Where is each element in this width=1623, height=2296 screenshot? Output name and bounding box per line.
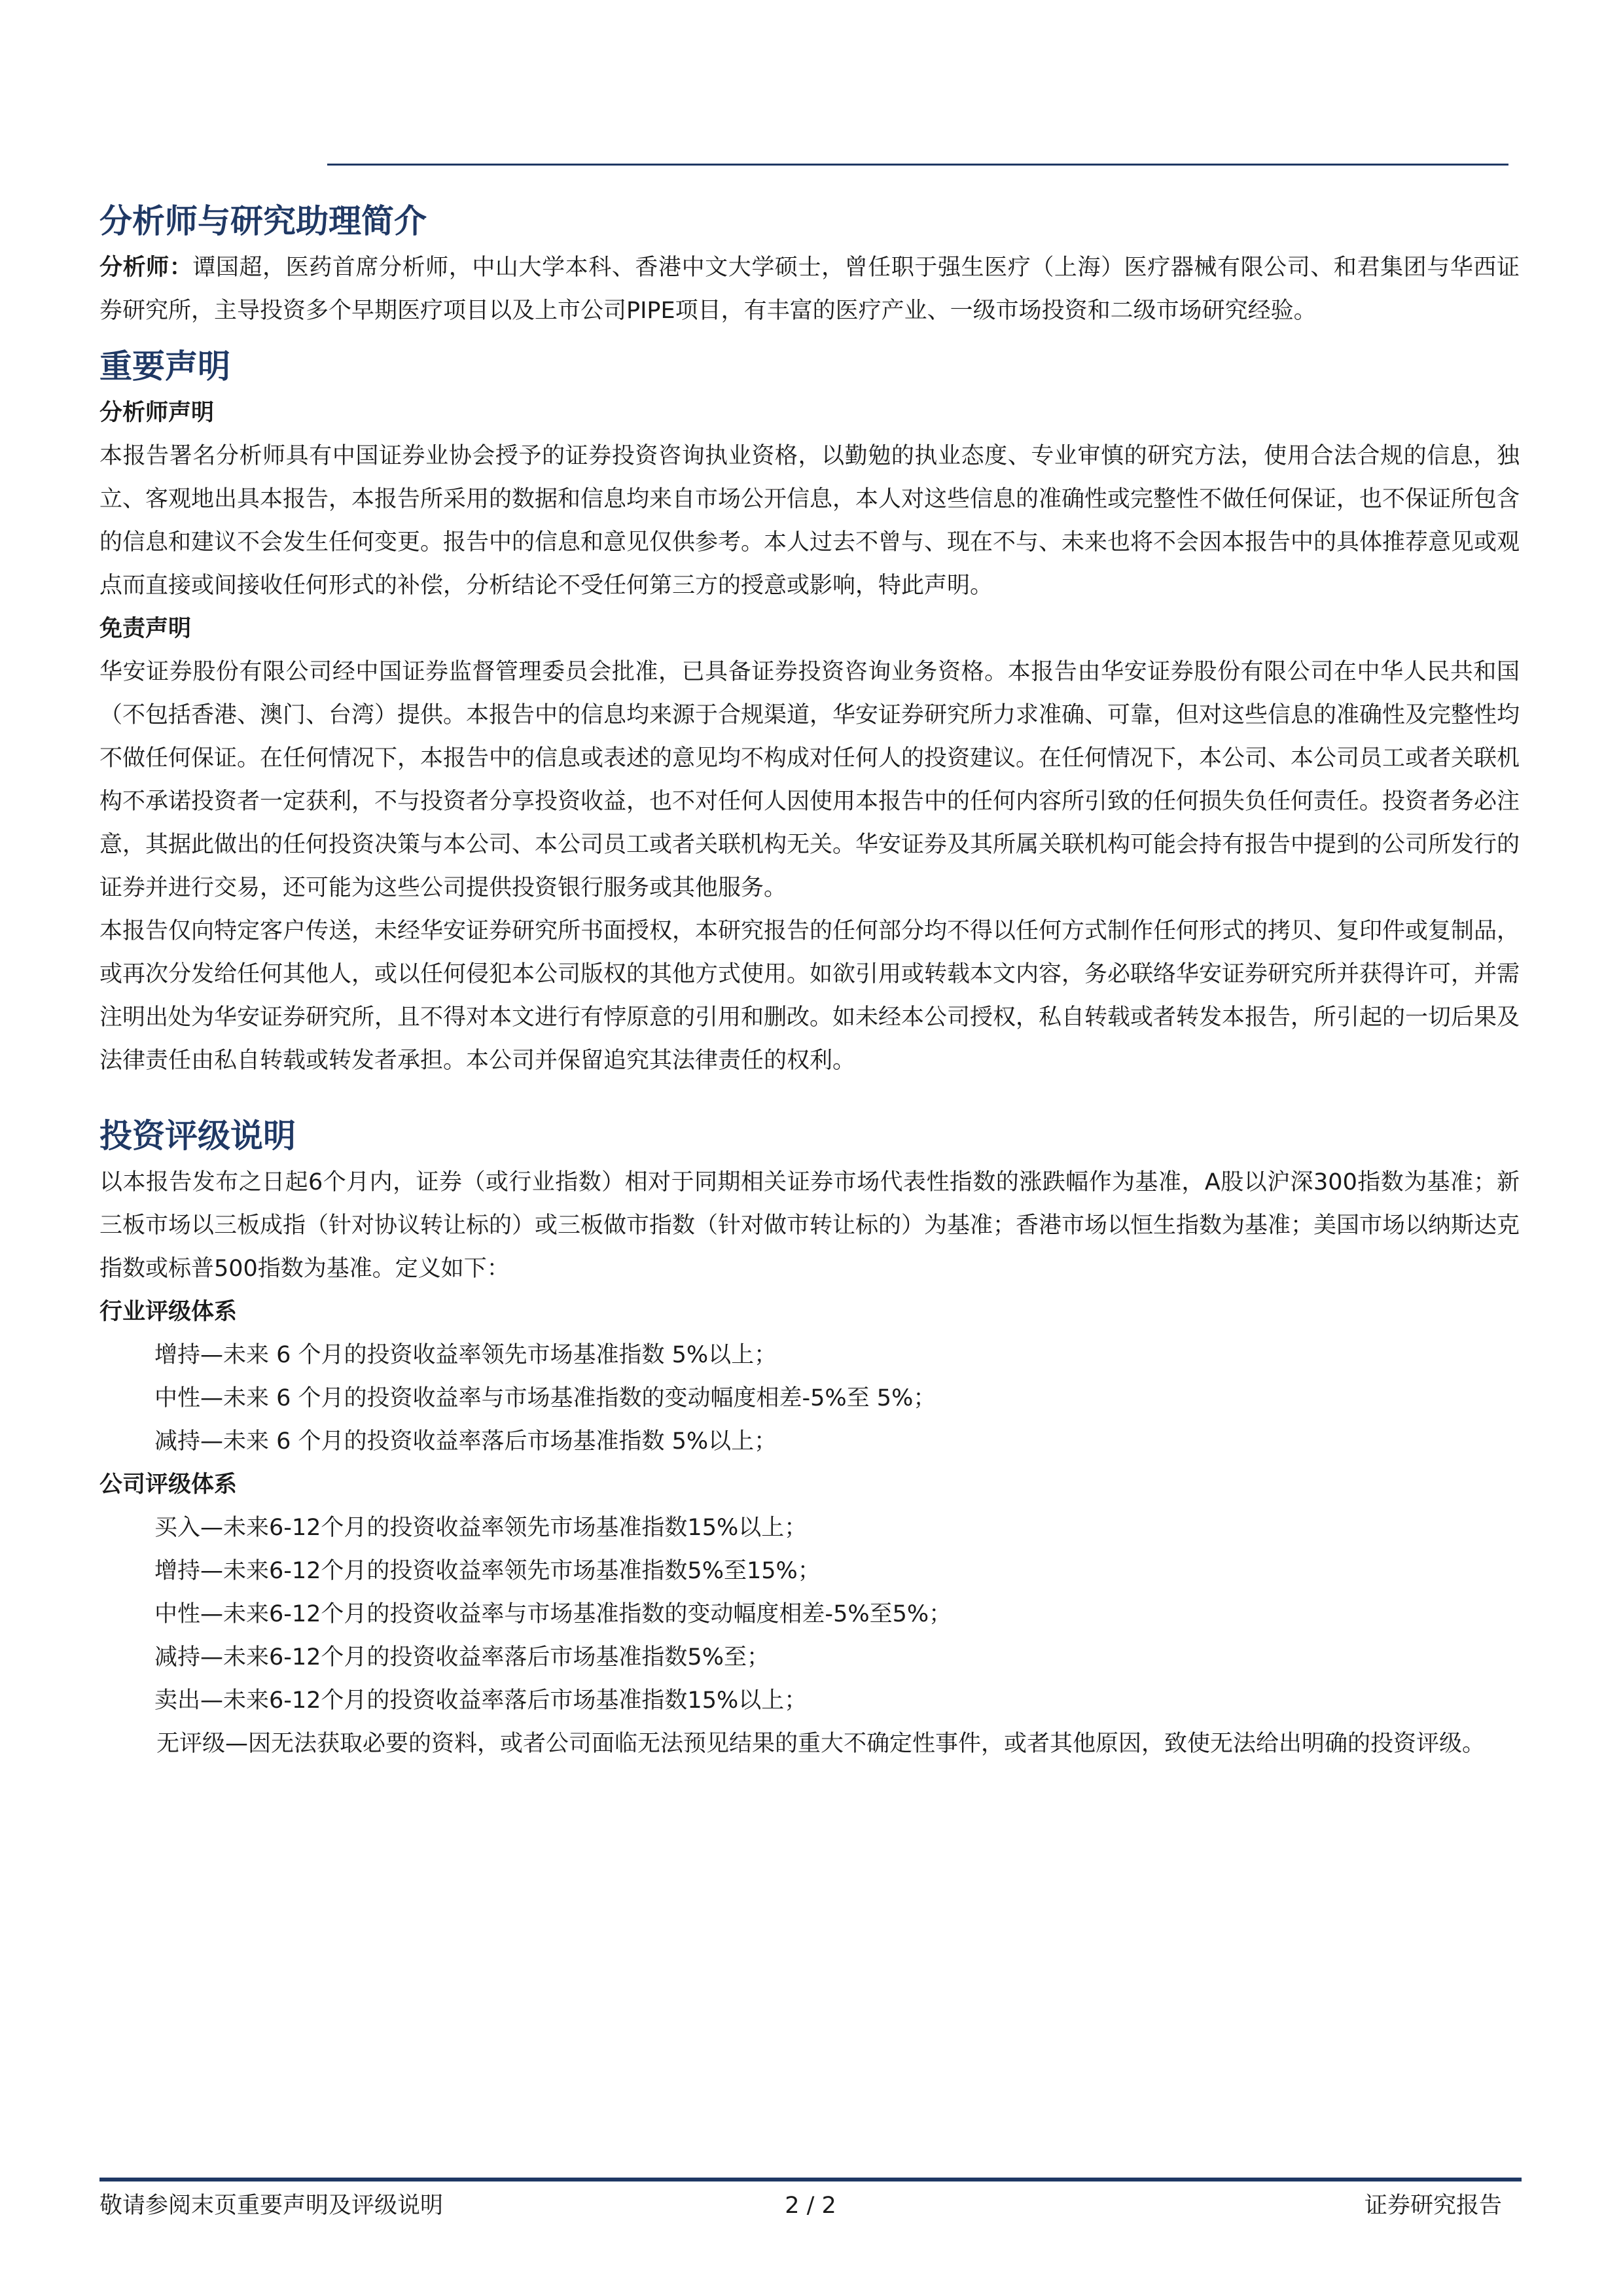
company-rating-overweight: 增持—未来6-12个月的投资收益率领先市场基准指数5%至15%； (154, 1558, 821, 1584)
analyst-intro-heading: 分析师与研究助理简介 (99, 202, 427, 240)
footer-rule (99, 2178, 1522, 2181)
document-body (99, 196, 1520, 1765)
company-rating-underweight: 减持—未来6-12个月的投资收益率落后市场基准指数5%至； (154, 1644, 770, 1670)
company-rating-sell: 卖出—未来6-12个月的投资收益率落后市场基准指数15%以上； (154, 1687, 808, 1714)
exemption-text-2: 本报告仅向特定客户传送，未经华安证券研究所书面授权，本研究报告的任何部分均不得以任何方式制作任何形式的拷贝、复印件或复制品，或再次分发给任何其他人，或以任何侵犯本公司版权的其他方式使用。如欲引用或转载本文内容，务必联络华安证券研究所并获得许可，并需注明出处为华安证券研究所，且不得对本文进行有悖原意的引用和删改。如未经本公司授权，私自转载或者转发本报告，所引起的一切后果及法律责任由私自转载或转发者承担。本公司并保留追究其法律责任的权利。 (99, 918, 1520, 1074)
footer-notice: 敬请参阅末页重要声明及评级说明 (99, 2193, 444, 2219)
page-footer (99, 2189, 1522, 2222)
industry-rating-neutral: 中性—未来 6 个月的投资收益率与市场基准指数的变动幅度相差-5%至 5%； (154, 1385, 936, 1411)
industry-rating-underweight: 减持—未来 6 个月的投资收益率落后市场基准指数 5%以上； (154, 1428, 777, 1455)
company-rating-title: 公司评级体系 (99, 1472, 238, 1498)
company-rating-none: 无评级—因无法获取必要的资料，或者公司面临无法预见结果的重大不确定性事件，或者其他原因，致使无法给出明确的投资评级。 (156, 1731, 1486, 1757)
rating-intro: 以本报告发布之日起6个月内，证券（或行业指数）相对于同期相关证券市场代表性指数的涨跌幅作为基准，A股以沪深300指数为基准；新三板市场以三板成指（针对协议转让标的）或三板做市指数（针对做市转让标的）为基准；香港市场以恒生指数为基准；美国市场以纳斯达克指数或标普500指数为基准。定义如下： (99, 1169, 1520, 1282)
analyst-statement-title: 分析师声明 (99, 400, 215, 426)
page-number: 2 / 2 (785, 2193, 836, 2219)
analyst-label: 分析师： (99, 255, 193, 281)
exemption-text-1: 华安证券股份有限公司经中国证券监督管理委员会批准，已具备证券投资咨询业务资格。本报告由华安证券股份有限公司在中华人民共和国（不包括香港、澳门、台湾）提供。本报告中的信息均来源于合规渠道，华安证券研究所力求准确、可靠，但对这些信息的准确性及完整性均不做任何保证。在任何情况下，本报告中的信息或表述的意见均不构成对任何人的投资建议。在任何情况下，本公司、本公司员工或者关联机构不承诺投资者一定获利，不与投资者分享投资收益，也不对任何人因使用本报告中的任何内容所引致的任何损失负任何责任。投资者务必注意，其据此做出的任何投资决策与本公司、本公司员工或者关联机构无关。华安证券及其所属关联机构可能会持有报告中提到的公司所发行的证券并进行交易，还可能为这些公司提供投资银行服务或其他服务。 (99, 659, 1520, 901)
analyst-bio: 谭国超，医药首席分析师，中山大学本科、香港中文大学硕士，曾任职于强生医疗（上海）医疗器械有限公司、和君集团与华西证券研究所，主导投资多个早期医疗项目以及上市公司PIPE项目，有丰富的医疗产业、一级市场投资和二级市场研究经验。 (99, 255, 1520, 324)
industry-rating-title: 行业评级体系 (99, 1299, 238, 1325)
report-type: 证券研究报告 (1364, 2193, 1502, 2219)
company-rating-neutral: 中性—未来6-12个月的投资收益率与市场基准指数的变动幅度相差-5%至5%； (154, 1601, 952, 1627)
analyst-intro-paragraph (99, 246, 1520, 332)
exemption-title: 免责声明 (99, 616, 192, 642)
analyst-statement-text: 本报告署名分析师具有中国证券业协会授予的证券投资咨询执业资格，以勤勉的执业态度、专业审慎的研究方法，使用合法合规的信息，独立、客观地出具本报告，本报告所采用的数据和信息均来自市场公开信息，本人对这些信息的准确性或完整性不做任何保证，也不保证所包含的信息和建议不会发生任何变更。报告中的信息和意见仅供参考。本人过去不曾与、现在不与、未来也将不会因本报告中的具体推荐意见或观点而直接或间接收任何形式的补偿，分析结论不受任何第三方的授意或影响，特此声明。 (99, 443, 1520, 599)
company-rating-buy: 买入—未来6-12个月的投资收益率领先市场基准指数15%以上； (154, 1515, 808, 1541)
important-notice-heading: 重要声明 (99, 347, 230, 385)
header-rule (327, 164, 1508, 166)
rating-heading: 投资评级说明 (99, 1116, 296, 1155)
industry-rating-overweight: 增持—未来 6 个月的投资收益率领先市场基准指数 5%以上； (154, 1342, 777, 1368)
